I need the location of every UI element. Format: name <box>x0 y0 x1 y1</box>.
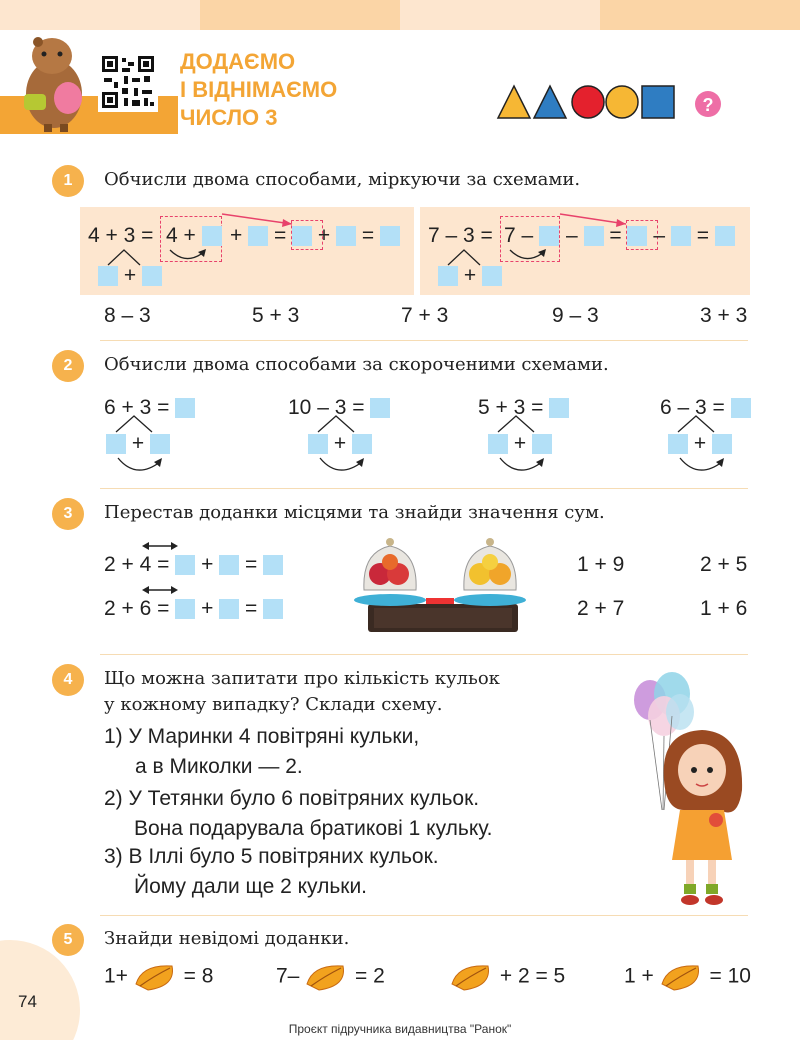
top-strip-mid2 <box>400 0 600 30</box>
page-number: 74 <box>18 992 37 1011</box>
task3-sum: 1 + 6 <box>700 597 748 620</box>
task5-item: + 2 = 5 <box>450 962 565 992</box>
answer-box[interactable] <box>219 555 239 575</box>
task3-sum: 2 + 7 <box>577 597 625 620</box>
scheme-right-step: 7 – <box>504 224 559 248</box>
answer-box[interactable] <box>202 226 222 246</box>
scheme-left-split: + <box>98 264 162 288</box>
task3-sum: 1 + 9 <box>577 553 625 576</box>
scheme-right-tail: – = – = <box>566 224 735 248</box>
top-strip-mid1 <box>200 0 400 30</box>
answer-box[interactable] <box>248 226 268 246</box>
answer-box[interactable] <box>438 266 458 286</box>
separator <box>100 915 748 916</box>
task3-row: 2 + 4 = + = <box>104 553 283 577</box>
task1-exercise: 5 + 3 <box>252 304 300 327</box>
task1-text: Обчисли двома способами, міркуючи за схемами. <box>104 169 581 190</box>
answer-box[interactable] <box>532 434 552 454</box>
task2-item: 5 + 3 = <box>478 396 569 420</box>
lesson-title-line2: І ВІДНІМАЄМО <box>180 77 338 102</box>
footer-credit: Проєкт підручника видавництва "Ранок" <box>288 1022 512 1036</box>
answer-box[interactable] <box>715 226 735 246</box>
separator <box>100 654 748 655</box>
scheme-left-tail: + = + = <box>230 224 400 248</box>
leaf-icon <box>134 962 178 992</box>
answer-box[interactable] <box>488 434 508 454</box>
answer-box[interactable] <box>380 226 400 246</box>
yellow-circle-icon <box>606 86 638 118</box>
task4-text-line1: Що можна запитати про кількість кульок <box>104 668 500 689</box>
story-1-line1: 1) У Маринки 4 повітряні кульки, <box>104 725 420 748</box>
answer-box[interactable] <box>106 434 126 454</box>
task5-number: 5 <box>52 924 84 956</box>
answer-box[interactable] <box>175 555 195 575</box>
scheme-right-split: + <box>438 264 502 288</box>
leaf-icon <box>450 962 494 992</box>
task5-text: Знайди невідомі доданки. <box>104 928 350 949</box>
answer-box[interactable] <box>292 226 312 246</box>
leaf-icon <box>305 962 349 992</box>
lesson-title-line1: ДОДАЄМО <box>180 49 296 74</box>
capybara-mascot-image <box>14 32 92 132</box>
yellow-triangle-icon <box>498 86 530 118</box>
task2-split: + <box>668 432 732 456</box>
task1-exercise: 8 – 3 <box>104 304 151 327</box>
story-3 <box>104 842 439 902</box>
task3-row: 2 + 6 = + = <box>104 597 283 621</box>
answer-box[interactable] <box>308 434 328 454</box>
leaf-icon <box>660 962 704 992</box>
task2-split: + <box>308 432 372 456</box>
task5-item: 1+ = 8 <box>104 962 213 992</box>
answer-box[interactable] <box>219 599 239 619</box>
answer-box[interactable] <box>336 226 356 246</box>
qr-code-image[interactable] <box>98 52 158 112</box>
scheme-left-step: 4 + <box>166 224 222 248</box>
blue-triangle-icon <box>534 86 566 118</box>
story-2 <box>104 784 493 844</box>
answer-box[interactable] <box>482 266 502 286</box>
task3-text: Перестав доданки місцями та знайди значення сум. <box>104 502 605 523</box>
task3-number: 3 <box>52 498 84 530</box>
answer-box[interactable] <box>175 599 195 619</box>
scheme-right-start: 7 – 3 = <box>428 224 493 247</box>
answer-box[interactable] <box>263 599 283 619</box>
top-strip-left <box>0 0 200 30</box>
task2-item: 6 – 3 = <box>660 396 751 420</box>
story-2-line2: Вона подарувала братикові 1 кульку. <box>134 817 493 840</box>
story-1 <box>104 722 419 782</box>
task5-item: 1 + = 10 <box>624 962 751 992</box>
answer-box[interactable] <box>671 226 691 246</box>
balance-scale-image <box>350 528 528 638</box>
top-strip-right <box>600 0 800 30</box>
task1-exercise: 3 + 3 <box>700 304 748 327</box>
answer-box[interactable] <box>712 434 732 454</box>
task4-number: 4 <box>52 664 84 696</box>
task2-number: 2 <box>52 350 84 382</box>
separator <box>100 340 748 341</box>
answer-box[interactable] <box>668 434 688 454</box>
story-3-line2: Йому дали ще 2 кульки. <box>134 875 368 898</box>
question-mark: ? <box>702 95 714 115</box>
answer-box[interactable] <box>263 555 283 575</box>
answer-box[interactable] <box>142 266 162 286</box>
blue-square-icon <box>642 86 674 118</box>
task2-text: Обчисли двома способами за скороченими схемами. <box>104 354 609 375</box>
task3-sum: 2 + 5 <box>700 553 748 576</box>
story-1-line2: а в Миколки — 2. <box>135 755 303 778</box>
task1-exercise: 9 – 3 <box>552 304 599 327</box>
answer-box[interactable] <box>627 226 647 246</box>
shape-icons <box>496 82 728 122</box>
task2-item: 6 + 3 = <box>104 396 195 420</box>
red-circle-icon <box>572 86 604 118</box>
lesson-title-line3: ЧИСЛО 3 <box>180 105 278 130</box>
task5-item: 7– = 2 <box>276 962 385 992</box>
task1-number: 1 <box>52 165 84 197</box>
answer-box[interactable] <box>150 434 170 454</box>
answer-box[interactable] <box>98 266 118 286</box>
lesson-title <box>180 48 337 132</box>
task1-exercise: 7 + 3 <box>401 304 449 327</box>
story-2-line1: 2) У Тетянки було 6 повітряних кульок. <box>104 787 480 810</box>
task4-text-line2: у кожному випадку? Склади схему. <box>104 694 443 715</box>
task2-item: 10 – 3 = <box>288 396 390 420</box>
girl-with-balloons-image <box>620 660 760 910</box>
answer-box[interactable] <box>539 226 559 246</box>
answer-box[interactable] <box>584 226 604 246</box>
scheme-left-start: 4 + 3 = <box>88 224 154 247</box>
separator <box>100 488 748 489</box>
task2-split: + <box>488 432 552 456</box>
story-3-line1: 3) В Іллі було 5 повітряних кульок. <box>104 845 439 868</box>
task2-split: + <box>106 432 170 456</box>
answer-box[interactable] <box>352 434 372 454</box>
